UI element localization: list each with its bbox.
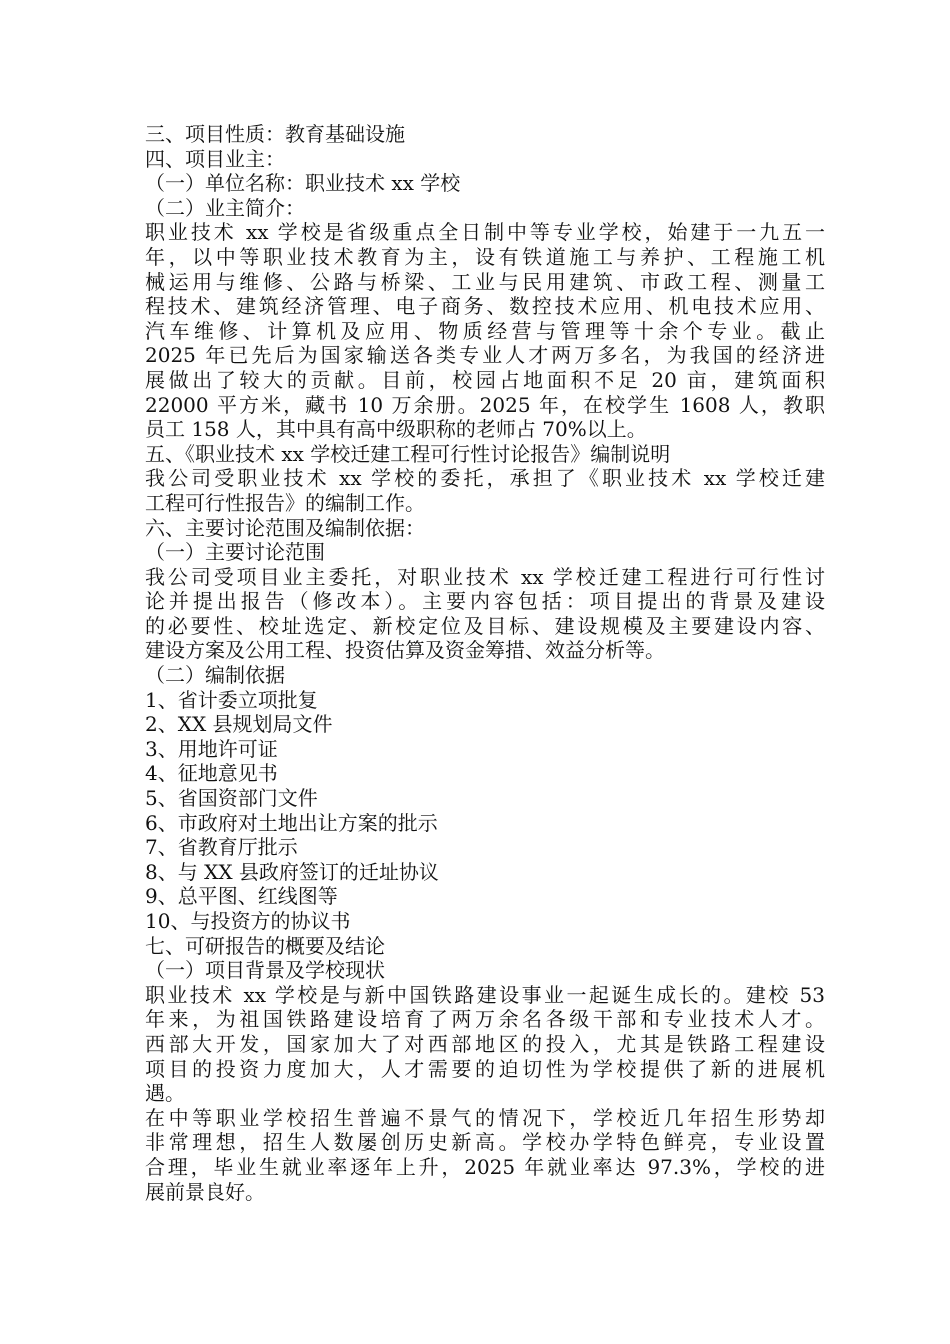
text-line: 我公司受项目业主委托，对职业技术 xx 学校迁建工程进行可行性讨 [145,564,825,589]
text-line: 年来，为祖国铁路建设培育了两万余名各级干部和专业技术人才。 [145,1007,825,1032]
text-line: 合理，毕业生就业率逐年上升，2025 年就业率达 97.3%，学校的进 [145,1154,825,1179]
text-line: 的必要性、校址选定、新校定位及目标、建设规模及主要建设内容、 [145,613,825,638]
text-line: 六、主要讨论范围及编制依据： [145,515,425,540]
text-line: 1、省计委立项批复 [145,687,318,712]
text-line: （二）业主简介： [145,195,305,220]
text-line: 三、项目性质：教育基础设施 [145,122,405,146]
text-line: 5、省国资部门文件 [145,786,318,811]
text-line: 2025 年已先后为国家输送各类专业人才两万多名，为我国的经济进 [145,343,825,368]
text-line: 10、与投资方的协议书 [145,909,351,933]
text-line: 6、市政府对土地出让方案的批示 [145,810,438,835]
text-line: 非常理想，招生人数屡创历史新高。学校办学特色鲜亮，专业设置 [145,1130,825,1155]
text-line: 械运用与维修、公路与桥梁、工业与民用建筑、市政工程、测量工 [145,269,825,294]
text-line: 展前景良好。 [145,1179,265,1204]
text-line: 职业技术 xx 学校是与新中国铁路建设事业一起诞生成长的。建校 53 [145,982,825,1007]
text-line: 西部大开发，国家加大了对西部地区的投入，尤其是铁路工程建设 [145,1031,825,1056]
text-line: 遇。 [145,1081,185,1106]
text-line: （一）主要讨论范围 [145,540,325,565]
text-line: 9、总平图、红线图等 [145,884,338,909]
text-line: 3、用地许可证 [145,736,278,761]
text-line: （二）编制依据 [145,663,285,688]
text-line: 程技术、建筑经济管理、电子商务、数控技术应用、机电技术应用、 [145,294,825,319]
text-line: 工程可行性报告》的编制工作。 [145,490,425,515]
text-line: 项目的投资力度加大，人才需要的迫切性为学校提供了新的进展机 [145,1056,825,1081]
text-line: 8、与 XX 县政府签订的迁址协议 [145,859,439,884]
text-line: 年，以中等职业技术教育为主，设有铁道施工与养护、工程施工机 [145,244,825,269]
text-line: 五、《职业技术 xx 学校迁建工程可行性讨论报告》编制说明 [145,441,671,466]
text-line: （一）项目背景及学校现状 [145,958,385,983]
text-line: 2、XX 县规划局文件 [145,712,333,737]
text-line: 论并提出报告（修改本）。主要内容包括：项目提出的背景及建设 [145,589,825,614]
text-line: 七、可研报告的概要及结论 [145,933,385,958]
text-line: 22000 平方米，藏书 10 万余册。2025 年，在校学生 1608 人，教职 [145,392,825,417]
text-line: 展做出了较大的贡献。目前，校园占地面积不足 20 亩，建筑面积 [145,367,825,392]
text-line: 职业技术 xx 学校是省级重点全日制中等专业学校，始建于一九五一 [145,220,825,245]
text-line: 4、征地意见书 [145,761,278,786]
text-line: （一）单位名称：职业技术 xx 学校 [145,171,461,196]
text-line: 建设方案及公用工程、投资估算及资金筹措、效益分析等。 [145,638,665,663]
text-line: 员工 158 人，其中具有高中级职称的老师占 70%以上。 [145,417,647,442]
text-line: 7、省教育厅批示 [145,835,298,860]
text-line: 我公司受职业技术 xx 学校的委托，承担了《职业技术 xx 学校迁建 [145,466,825,491]
text-line: 在中等职业学校招生普遍不景气的情况下，学校近几年招生形势却 [145,1105,825,1130]
text-line: 汽车维修、计算机及应用、物质经营与管理等十余个专业。截止 [145,318,825,343]
document-body [145,122,825,1204]
text-line: 四、项目业主： [145,146,285,171]
